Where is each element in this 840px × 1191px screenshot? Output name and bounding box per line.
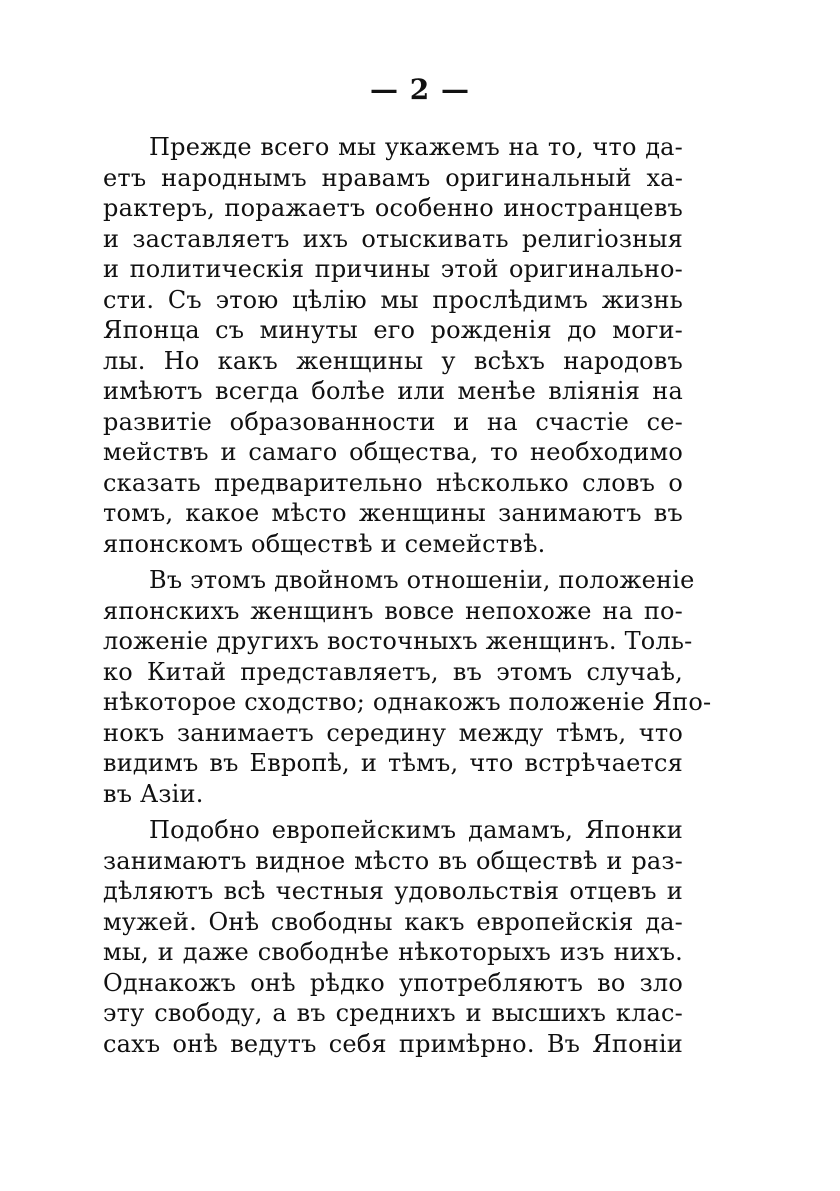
text-line: томъ, какое мѣсто женщины занимаютъ въ [103,499,683,527]
text-line: и заставляетъ ихъ отыскивать религіозныя [103,224,683,253]
text-line: занимаютъ видное мѣсто въ обществѣ и раз- [103,846,683,875]
text-line: въ Азіи. [103,779,204,808]
text-line: рактеръ, поражаетъ особенно иностранцевъ [103,194,683,222]
text-line: видимъ въ Европѣ, и тѣмъ, что встрѣчается [103,749,683,777]
text-line: сказать предварительно нѣсколько словъ о [103,468,683,497]
text-line: мействъ и самаго общества, то необходимо [103,438,683,466]
text-line: етъ народнымъ нравамъ оригинальный ха- [103,163,683,192]
text-line: японскихъ женщинъ вовсе непохоже на по- [103,596,683,625]
paragraph-3 [103,815,683,1059]
text-line: Прежде всего мы укажемъ на то, что да- [149,133,683,161]
body-text [103,132,712,1059]
text-line: и политическія причины этой оригинально- [103,255,683,283]
text-line: мужей. Онѣ свободны какъ европейскія да- [103,907,683,936]
text-line: имѣютъ всегда болѣе или менѣе вліянія на [103,377,683,405]
text-line: Въ этомъ двойномъ отношеніи, положеніе [149,566,695,594]
text-line: мы, и даже свободнѣе нѣкоторыхъ изъ нихъ. [103,938,683,966]
text-line: Однакожъ онѣ рѣдко употребляютъ во зло [103,968,683,997]
text-line: японскомъ обществѣ и семействѣ. [103,529,546,558]
text-line: Подобно европейскимъ дамамъ, Японки [149,816,683,844]
text-line: Японца съ минуты его рожденія до моги- [103,316,683,344]
text-line: лы. Но какъ женщины у всѣхъ народовъ [103,346,683,375]
text-line: нокъ занимаетъ середину между тѣмъ, что [103,718,683,747]
paragraph-2 [103,565,712,809]
text-line: нѣкоторое сходство; однакожъ положеніе Япо- [103,688,712,716]
text-line: дѣляютъ всѣ честныя удовольствія отцевъ и [103,877,683,905]
page-number: — 2 — [370,73,470,106]
text-line: сти. Съ этою цѣлію мы прослѣдимъ жизнь [103,285,683,314]
paragraph-1 [103,132,683,559]
text-line: ко Китай представляетъ, въ этомъ случаѣ, [103,657,683,686]
text-line: сахъ онѣ ведутъ себя примѣрно. Въ Японіи [103,1029,683,1058]
text-line: эту свободу, а въ среднихъ и высшихъ клас- [103,999,683,1027]
text-line: развитіе образованности и на счастіе се- [103,407,683,436]
text-line: ложеніе другихъ восточныхъ женщинъ. Толь- [103,627,693,655]
